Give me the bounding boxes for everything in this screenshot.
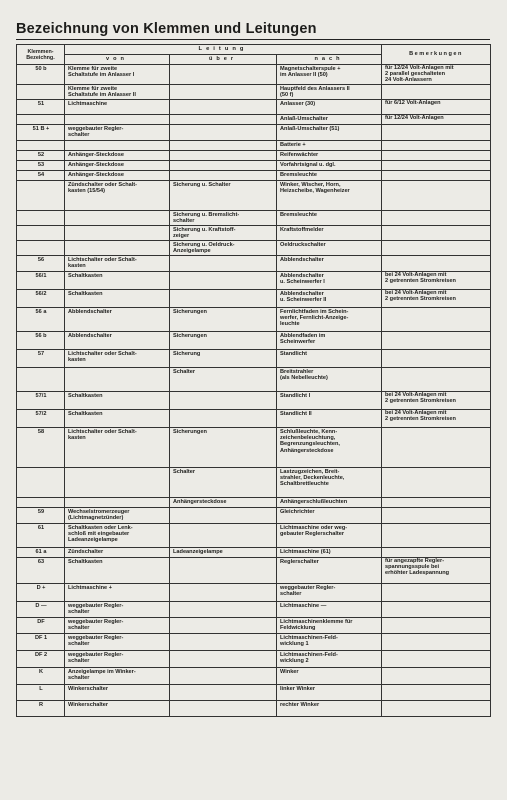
table-row [17,349,491,367]
table-cell-ueber [170,633,277,650]
table-cell-nach: Gleichrichter [277,507,382,523]
table-cell-ueber [170,170,277,180]
table-row [17,633,491,650]
table-cell-von: Lichtmaschine [65,99,170,114]
header-nach: nach [277,55,382,65]
table-cell-ueber [170,523,277,547]
table-cell-ueber [170,650,277,667]
table-cell-nach: Standlicht I [277,391,382,409]
table-row [17,700,491,716]
table-cell-von: Schaltkasten [65,391,170,409]
table-cell-von [65,114,170,124]
table-cell-klemme [17,467,65,497]
header-leitung: Leitung [65,45,382,55]
page-title: Bezeichnung von Klemmen und Leitungen [16,21,317,37]
table-cell-von: Anhänger-Steckdose [65,150,170,160]
table-row [17,467,491,497]
table-cell-bemerkung [382,684,491,700]
table-cell-klemme: 51 [17,99,65,114]
table-row [17,271,491,289]
table-cell-nach: Lichtmaschinen-Feld- wicklung 1 [277,633,382,650]
table-cell-klemme: K [17,667,65,684]
table-cell-ueber [170,65,277,85]
table-cell-von: Zündschalter oder Schalt- kasten (15/54) [65,180,170,210]
header-klemmen: Klemmen- Bezeichng. [17,45,65,65]
table-cell-bemerkung [382,547,491,557]
table-row [17,684,491,700]
table-cell-ueber: Sicherung u. Schalter [170,180,277,210]
table-cell-von: Klemme für zweite Schaltstufe im Anlasser I [65,65,170,85]
table-cell-klemme: 58 [17,427,65,467]
table-cell-ueber [170,557,277,583]
table-cell-klemme [17,140,65,150]
table-cell-nach: Reifenwächter [277,150,382,160]
table-cell-bemerkung: bei 24 Volt-Anlagen mit 2 getrennten Stromkreisen [382,289,491,307]
table-cell-bemerkung: bei 24 Volt-Anlagen mit 2 getrennten Stromkreisen [382,391,491,409]
table-cell-nach: Breitstrahler (als Nebelleuchte) [277,367,382,391]
table-cell-von: Anzeigelampe im Winker- schalter [65,667,170,684]
table-cell-bemerkung [382,170,491,180]
table-cell-bemerkung [382,467,491,497]
table-cell-bemerkung [382,427,491,467]
table-cell-klemme: DF 2 [17,650,65,667]
table-cell-bemerkung: für angezapfte Regler- spannungsspule bei erhöhter Ladespannung [382,557,491,583]
table-cell-klemme [17,225,65,240]
table-row [17,391,491,409]
table-cell-von: Anhänger-Steckdose [65,170,170,180]
table-cell-von: Klemme für zweite Schaltstufe im Anlasser II [65,84,170,99]
table-cell-nach: Magnetschalterspule + im Anlasser II (50) [277,65,382,85]
table-cell-von: Winkerschalter [65,684,170,700]
table-cell-bemerkung [382,124,491,140]
header-bemerkungen: Bemerkungen [382,45,491,65]
table-row [17,523,491,547]
table-row [17,547,491,557]
table-cell-nach: Lichtmaschinenklemme für Feldwicklung [277,617,382,633]
table-cell-nach: Abblendschalter [277,255,382,271]
table-cell-von: Lichtmaschine + [65,583,170,601]
table-cell-ueber: Ladeanzeigelampe [170,547,277,557]
table-cell-nach: Standlicht II [277,409,382,427]
table-row [17,367,491,391]
table-cell-von: Schaltkasten [65,271,170,289]
table-cell-nach: Schlußleuchte, Kenn- zeichenbeleuchtung, Begrenzungsleuchten, Anhängersteckdose [277,427,382,467]
table-cell-ueber [170,255,277,271]
table-cell-bemerkung [382,617,491,633]
table-cell-bemerkung: für 12/24 Volt-Anlagen [382,114,491,124]
table-cell-bemerkung: für 12/24 Volt-Anlagen mit 2 parallel geschalteten 24 Volt-Anlassern [382,65,491,85]
table-cell-klemme: R [17,700,65,716]
table-cell-ueber: Sicherung [170,349,277,367]
table-cell-klemme: D — [17,601,65,617]
table-cell-von: weggebauter Regler- schalter [65,650,170,667]
table-cell-klemme: 61 [17,523,65,547]
table-cell-nach: Bremsleuchte [277,170,382,180]
table-cell-klemme: 56/1 [17,271,65,289]
table-cell-bemerkung [382,210,491,225]
table-cell-ueber [170,684,277,700]
table-cell-von: weggebauter Regler- schalter [65,633,170,650]
table-row [17,255,491,271]
table-cell-nach: Winker, Wischer, Horn, Heizscheibe, Wagenheizer [277,180,382,210]
table-cell-klemme: 59 [17,507,65,523]
table-cell-von: Abblendschalter [65,331,170,349]
table-cell-ueber [170,160,277,170]
table-cell-nach: linker Winker [277,684,382,700]
table-cell-von [65,225,170,240]
table-row [17,150,491,160]
table-cell-von: Lichtschalter oder Schalt- kasten [65,349,170,367]
table-cell-von: Schaltkasten [65,289,170,307]
table-cell-klemme: DF [17,617,65,633]
table-cell-von [65,467,170,497]
table-cell-ueber [170,140,277,150]
table-cell-klemme: 56 b [17,331,65,349]
table-cell-klemme: L [17,684,65,700]
table-row [17,583,491,601]
table-cell-bemerkung [382,349,491,367]
table-cell-ueber [170,617,277,633]
table-row [17,210,491,225]
table-cell-ueber: Schalter [170,467,277,497]
table-cell-ueber: Sicherungen [170,307,277,331]
table-cell-nach: Anlaß-Umschalter [277,114,382,124]
table-cell-bemerkung [382,307,491,331]
table-cell-bemerkung [382,601,491,617]
table-cell-von [65,140,170,150]
table-cell-ueber: Sicherungen [170,331,277,349]
table-cell-nach: Kraftstoffmelder [277,225,382,240]
table-cell-von: Schaltkasten [65,557,170,583]
table-cell-klemme [17,114,65,124]
table-cell-bemerkung [382,331,491,349]
table-cell-von [65,497,170,507]
table-row [17,667,491,684]
table-cell-von: weggebauter Regler- schalter [65,601,170,617]
table-cell-bemerkung [382,160,491,170]
table-cell-nach: Standlicht [277,349,382,367]
table-cell-ueber [170,601,277,617]
table-cell-von: Zündschalter [65,547,170,557]
table-cell-nach: Fernlichtfaden im Schein- werfer, Fernlicht-Anzeige- leuchte [277,307,382,331]
table-cell-bemerkung [382,225,491,240]
table-cell-ueber [170,583,277,601]
table-cell-nach: Lichtmaschine — [277,601,382,617]
table-cell-bemerkung: bei 24 Volt-Anlagen mit 2 getrennten Stromkreisen [382,409,491,427]
table-cell-klemme: 56 [17,255,65,271]
table-row [17,497,491,507]
table-row [17,124,491,140]
table-cell-nach: Hauptfeld des Anlassers II (50 f) [277,84,382,99]
table-row [17,307,491,331]
table-row [17,170,491,180]
table-cell-bemerkung [382,367,491,391]
table-cell-von: Winkerschalter [65,700,170,716]
table-cell-ueber: Sicherungen [170,427,277,467]
table-cell-klemme: D + [17,583,65,601]
table-cell-bemerkung [382,507,491,523]
table-cell-ueber: Sicherung u. Bremslicht- schalter [170,210,277,225]
table-row [17,507,491,523]
table-cell-ueber [170,700,277,716]
table-cell-ueber [170,667,277,684]
table-cell-klemme [17,497,65,507]
table-cell-klemme: 54 [17,170,65,180]
table-cell-von [65,210,170,225]
table-cell-nach: Abblendschalter u. Scheinwerfer II [277,289,382,307]
table-row [17,289,491,307]
table-cell-nach: Lichtmaschine (61) [277,547,382,557]
table-cell-ueber [170,391,277,409]
table-cell-von: Abblendschalter [65,307,170,331]
table-row [17,601,491,617]
table-cell-nach: Anhängerschlußleuchten [277,497,382,507]
table-cell-klemme: 56 a [17,307,65,331]
table-row [17,557,491,583]
table-cell-bemerkung [382,523,491,547]
table-cell-ueber [170,271,277,289]
table-cell-klemme: 63 [17,557,65,583]
table-cell-von: Lichtschalter oder Schalt- kasten [65,255,170,271]
table-cell-ueber [170,289,277,307]
table-cell-nach: Bremsleuchte [277,210,382,225]
table-cell-nach: Reglerschalter [277,557,382,583]
table-cell-bemerkung: bei 24 Volt-Anlagen mit 2 getrennten Stromkreisen [382,271,491,289]
table-cell-von [65,240,170,255]
table-row [17,331,491,349]
table-cell-von: Lichtschalter oder Schalt- kasten [65,427,170,467]
table-cell-ueber [170,99,277,114]
table-cell-nach: Batterie + [277,140,382,150]
table-cell-nach: Anlasser (30) [277,99,382,114]
table-cell-von [65,367,170,391]
table-row [17,84,491,99]
table-cell-bemerkung [382,583,491,601]
table-cell-bemerkung [382,140,491,150]
table-cell-bemerkung [382,180,491,210]
table-row [17,427,491,467]
table-cell-klemme [17,240,65,255]
table-cell-von: Schaltkasten [65,409,170,427]
table-cell-von: Wechselstromerzeuger (Lichtmagnetzünder) [65,507,170,523]
table-cell-ueber [170,84,277,99]
table-row [17,114,491,124]
table-cell-bemerkung [382,150,491,160]
table-cell-ueber [170,124,277,140]
table-cell-ueber [170,114,277,124]
table-cell-klemme: 50 b [17,65,65,85]
table-row [17,140,491,150]
table-cell-klemme [17,210,65,225]
table-row [17,65,491,85]
table-cell-klemme: 53 [17,160,65,170]
table-cell-klemme [17,84,65,99]
table-cell-nach: Winker [277,667,382,684]
table-cell-bemerkung [382,240,491,255]
table-cell-nach: Lichtmaschinen-Feld- wicklung 2 [277,650,382,667]
table-row [17,160,491,170]
table-cell-nach: Anlaß-Umschalter (51) [277,124,382,140]
table-row [17,180,491,210]
table-cell-ueber: Schalter [170,367,277,391]
table-cell-ueber [170,409,277,427]
table-cell-von: Schaltkasten oder Lenk- schloß mit eingebauter Ladeanzeigelampe [65,523,170,547]
table-row [17,225,491,240]
table-cell-nach: Vorfahrtsignal u. dgl. [277,160,382,170]
table-cell-bemerkung: für 6/12 Volt-Anlagen [382,99,491,114]
header-von: von [65,55,170,65]
table-cell-ueber [170,507,277,523]
table-cell-bemerkung [382,650,491,667]
table-cell-klemme: 52 [17,150,65,160]
table-cell-klemme: DF 1 [17,633,65,650]
table-cell-bemerkung [382,497,491,507]
table-cell-nach: Oeldruckschalter [277,240,382,255]
table-cell-bemerkung [382,700,491,716]
table-cell-klemme [17,367,65,391]
title-underline [16,39,490,40]
table-cell-nach: Abblendfaden im Scheinwerfer [277,331,382,349]
table-row [17,240,491,255]
table-cell-klemme: 57/1 [17,391,65,409]
table-cell-klemme: 57 [17,349,65,367]
table-cell-bemerkung [382,255,491,271]
table-cell-nach: weggebauter Regler- schalter [277,583,382,601]
header-ueber: über [170,55,277,65]
table-cell-bemerkung [382,633,491,650]
table-row [17,650,491,667]
table-cell-ueber: Sicherung u. Oeldruck- Anzeigelampe [170,240,277,255]
table-cell-nach: Lichtmaschine oder weg- gebauter Reglerschalter [277,523,382,547]
table-cell-von: Anhänger-Steckdose [65,160,170,170]
table-cell-von: weggebauter Regler- schalter [65,617,170,633]
table-cell-klemme: 51 B + [17,124,65,140]
table-cell-bemerkung [382,667,491,684]
table-cell-klemme [17,180,65,210]
table-row [17,409,491,427]
table-cell-klemme: 56/2 [17,289,65,307]
terminal-table [16,44,491,717]
table-cell-ueber: Sicherung u. Kraftstoff- zeiger [170,225,277,240]
table-cell-ueber [170,150,277,160]
table-row [17,99,491,114]
table-cell-von: weggebauter Regler- schalter [65,124,170,140]
table-cell-nach: Abblendschalter u. Scheinwerfer I [277,271,382,289]
table-cell-bemerkung [382,84,491,99]
table-cell-ueber: Anhängersteckdose [170,497,277,507]
table-cell-nach: rechter Winker [277,700,382,716]
table-row [17,617,491,633]
table-cell-klemme: 57/2 [17,409,65,427]
table-cell-nach: Lastzugzeichen, Breit- strahler, Deckenleuchte, Schaltbrettleuchte [277,467,382,497]
table-cell-klemme: 61 a [17,547,65,557]
